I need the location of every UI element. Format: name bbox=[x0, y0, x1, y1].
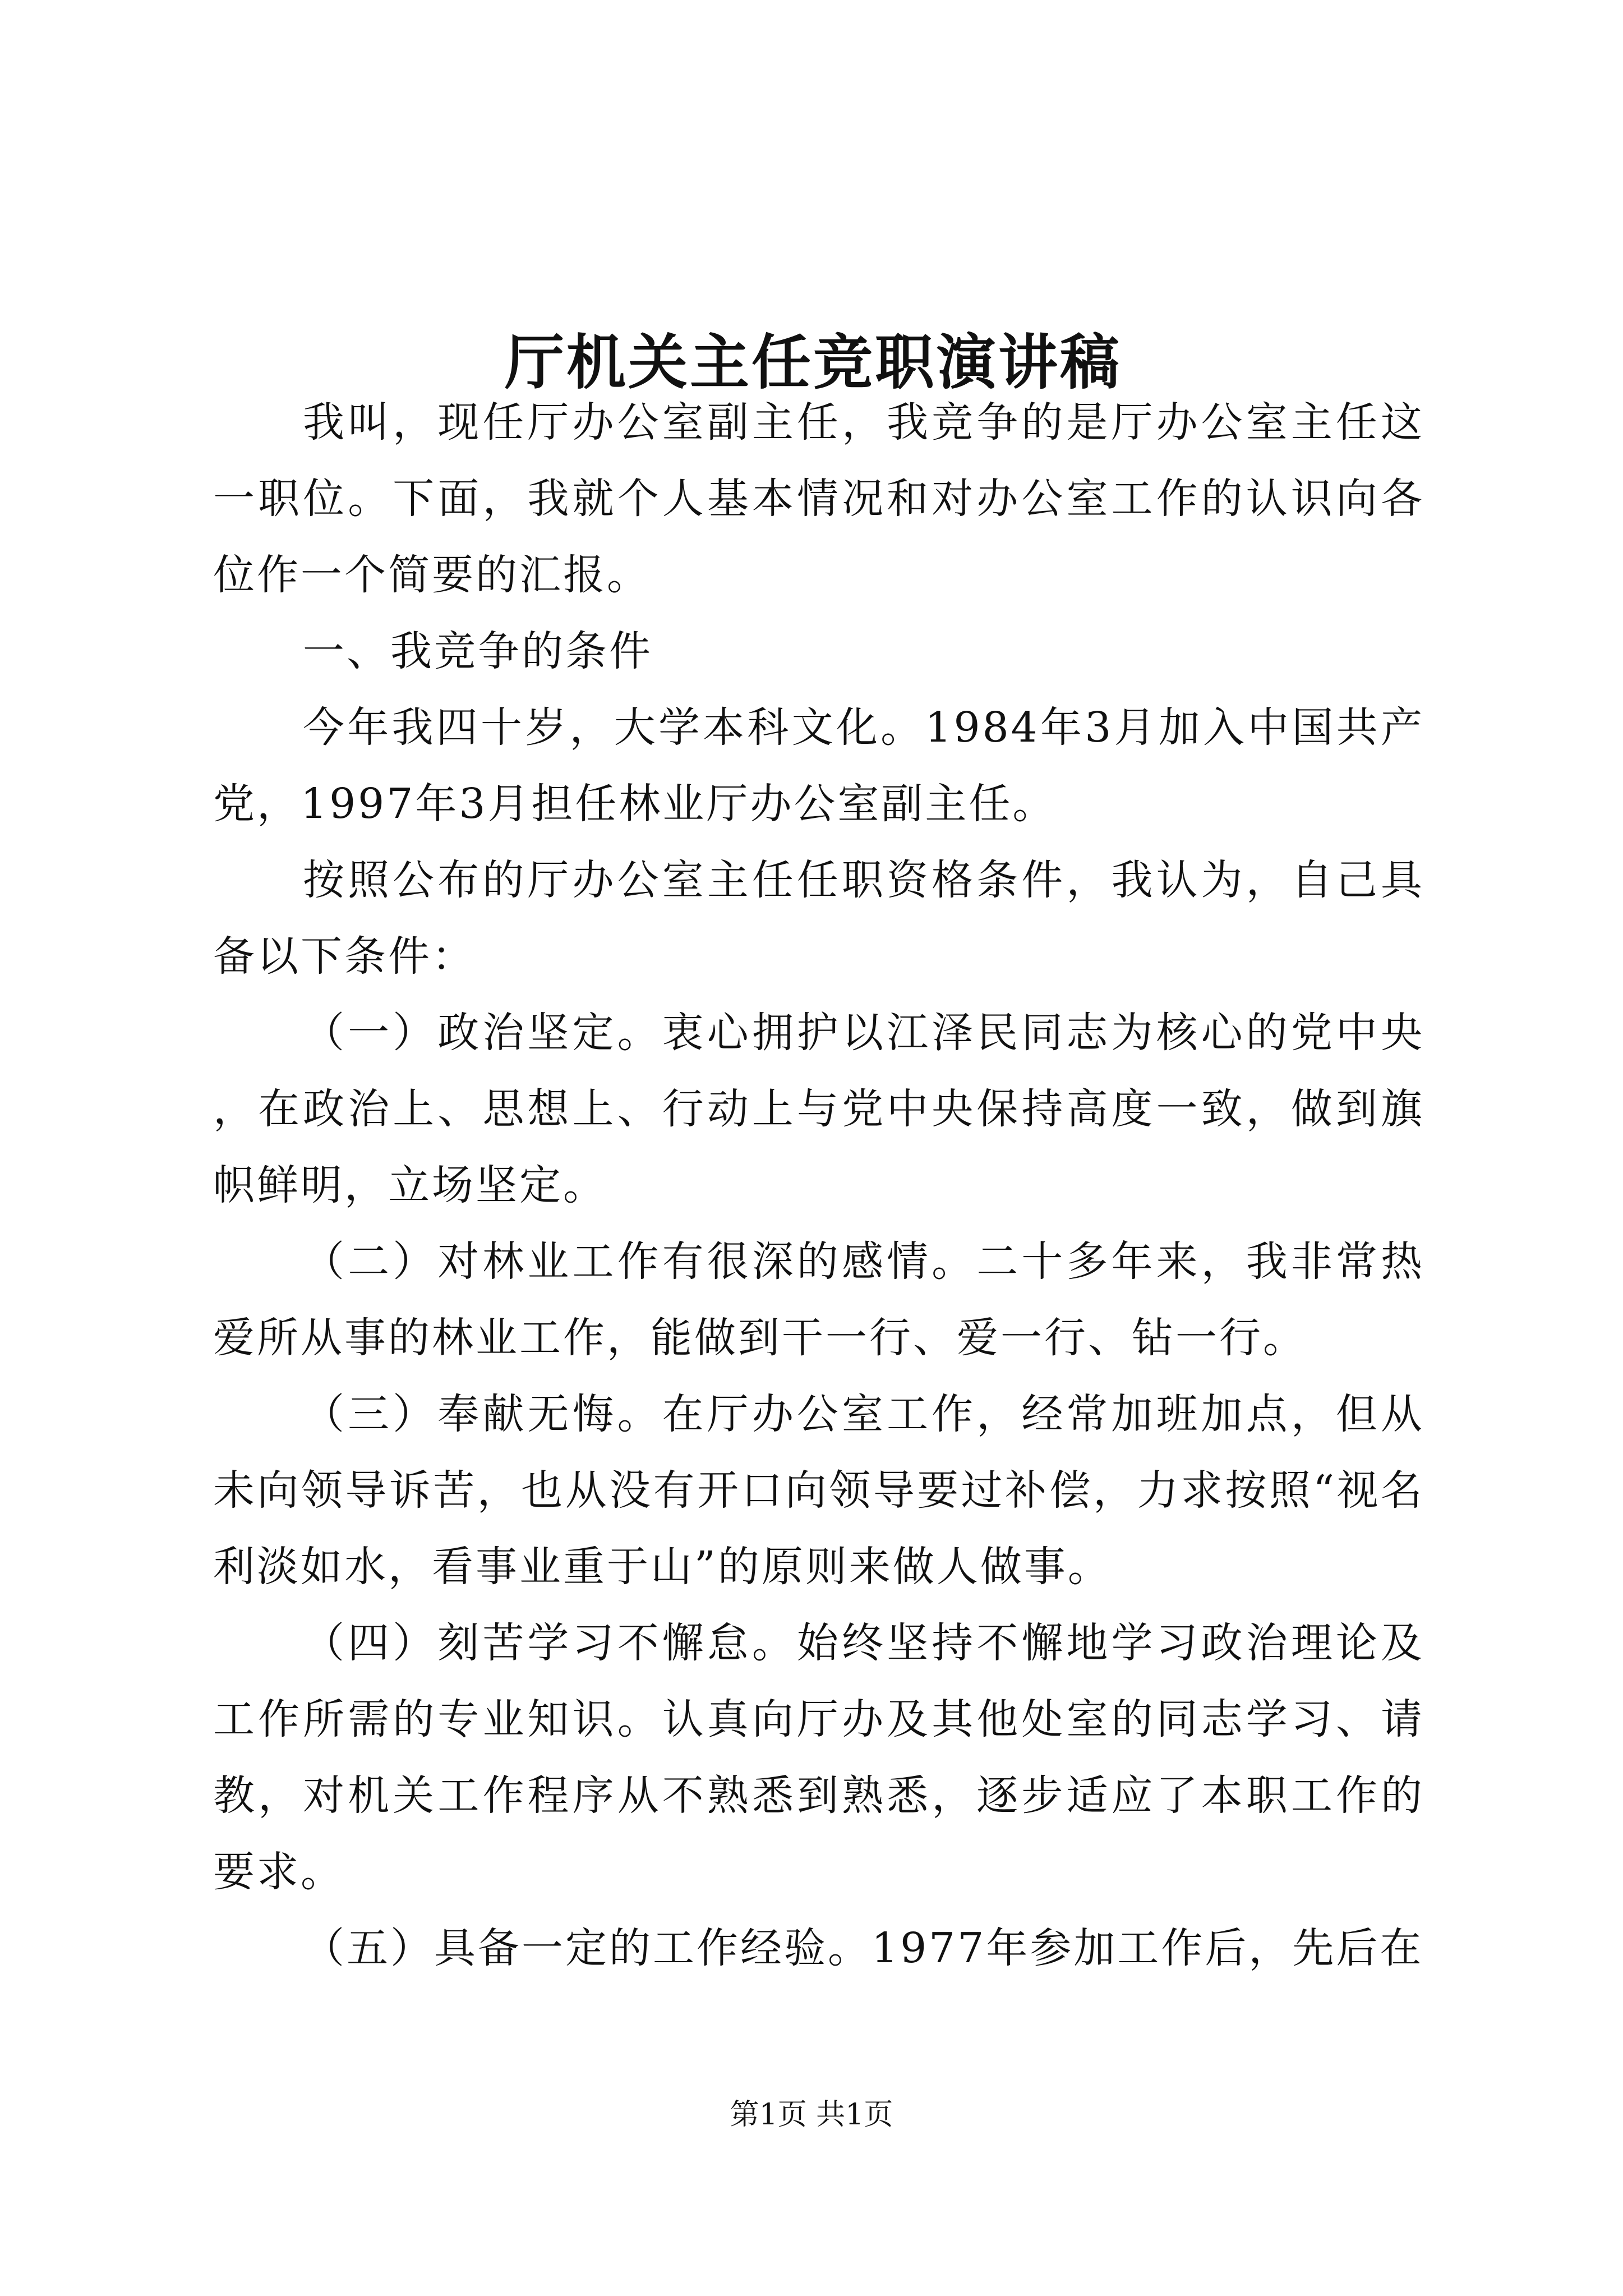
paragraph-qualifications-intro: 按照公布的厅办公室主任任职资格条件，我认为，自己具备以下条件： bbox=[213, 856, 1424, 981]
section-heading-conditions: 一、我竞争的条件 bbox=[303, 627, 653, 675]
paragraph-background: 今年我四十岁，大学本科文化。1984年3月加入中国共产党，1997年3月担任林业厅办公室副主任。 bbox=[213, 703, 1424, 828]
paragraph-condition-5: （五）具备一定的工作经验。1977年参加工作后，先后在 bbox=[303, 1924, 1424, 1972]
paragraph-condition-1: （一）政治坚定。衷心拥护以江泽民同志为核心的党中央，在政治上、思想上、行动上与党中央保持高度一致，做到旗帜鲜明，立场坚定。 bbox=[213, 1009, 1424, 1209]
paragraph-intro: 我叫，现任厅办公室副主任，我竞争的是厅办公室主任这一职位。下面，我就个人基本情况和对办公室工作的认识向各位作一个简要的汇报。 bbox=[213, 398, 1424, 599]
page-number-footer: 第1页 共1页 bbox=[730, 2098, 893, 2132]
paragraph-condition-2: （二）对林业工作有很深的感情。二十多年来，我非常热爱所从事的林业工作，能做到干一行、爱一行、钻一行。 bbox=[213, 1237, 1424, 1362]
paragraph-condition-3: （三）奉献无悔。在厅办公室工作，经常加班加点，但从未向领导诉苦，也从没有开口向领导要过补偿，力求按照“视名利淡如水，看事业重于山”的原则来做人做事。 bbox=[213, 1390, 1424, 1591]
paragraph-condition-4: （四）刻苦学习不懈怠。始终坚持不懈地学习政治理论及工作所需的专业知识。认真向厅办及其他处室的同志学习、请教，对机关工作程序从不熟悉到熟悉，逐步适应了本职工作的要求。 bbox=[213, 1619, 1424, 1896]
document-body bbox=[213, 384, 1424, 1986]
document-title: 厅机关主任竞职演讲稿 bbox=[505, 327, 1122, 398]
